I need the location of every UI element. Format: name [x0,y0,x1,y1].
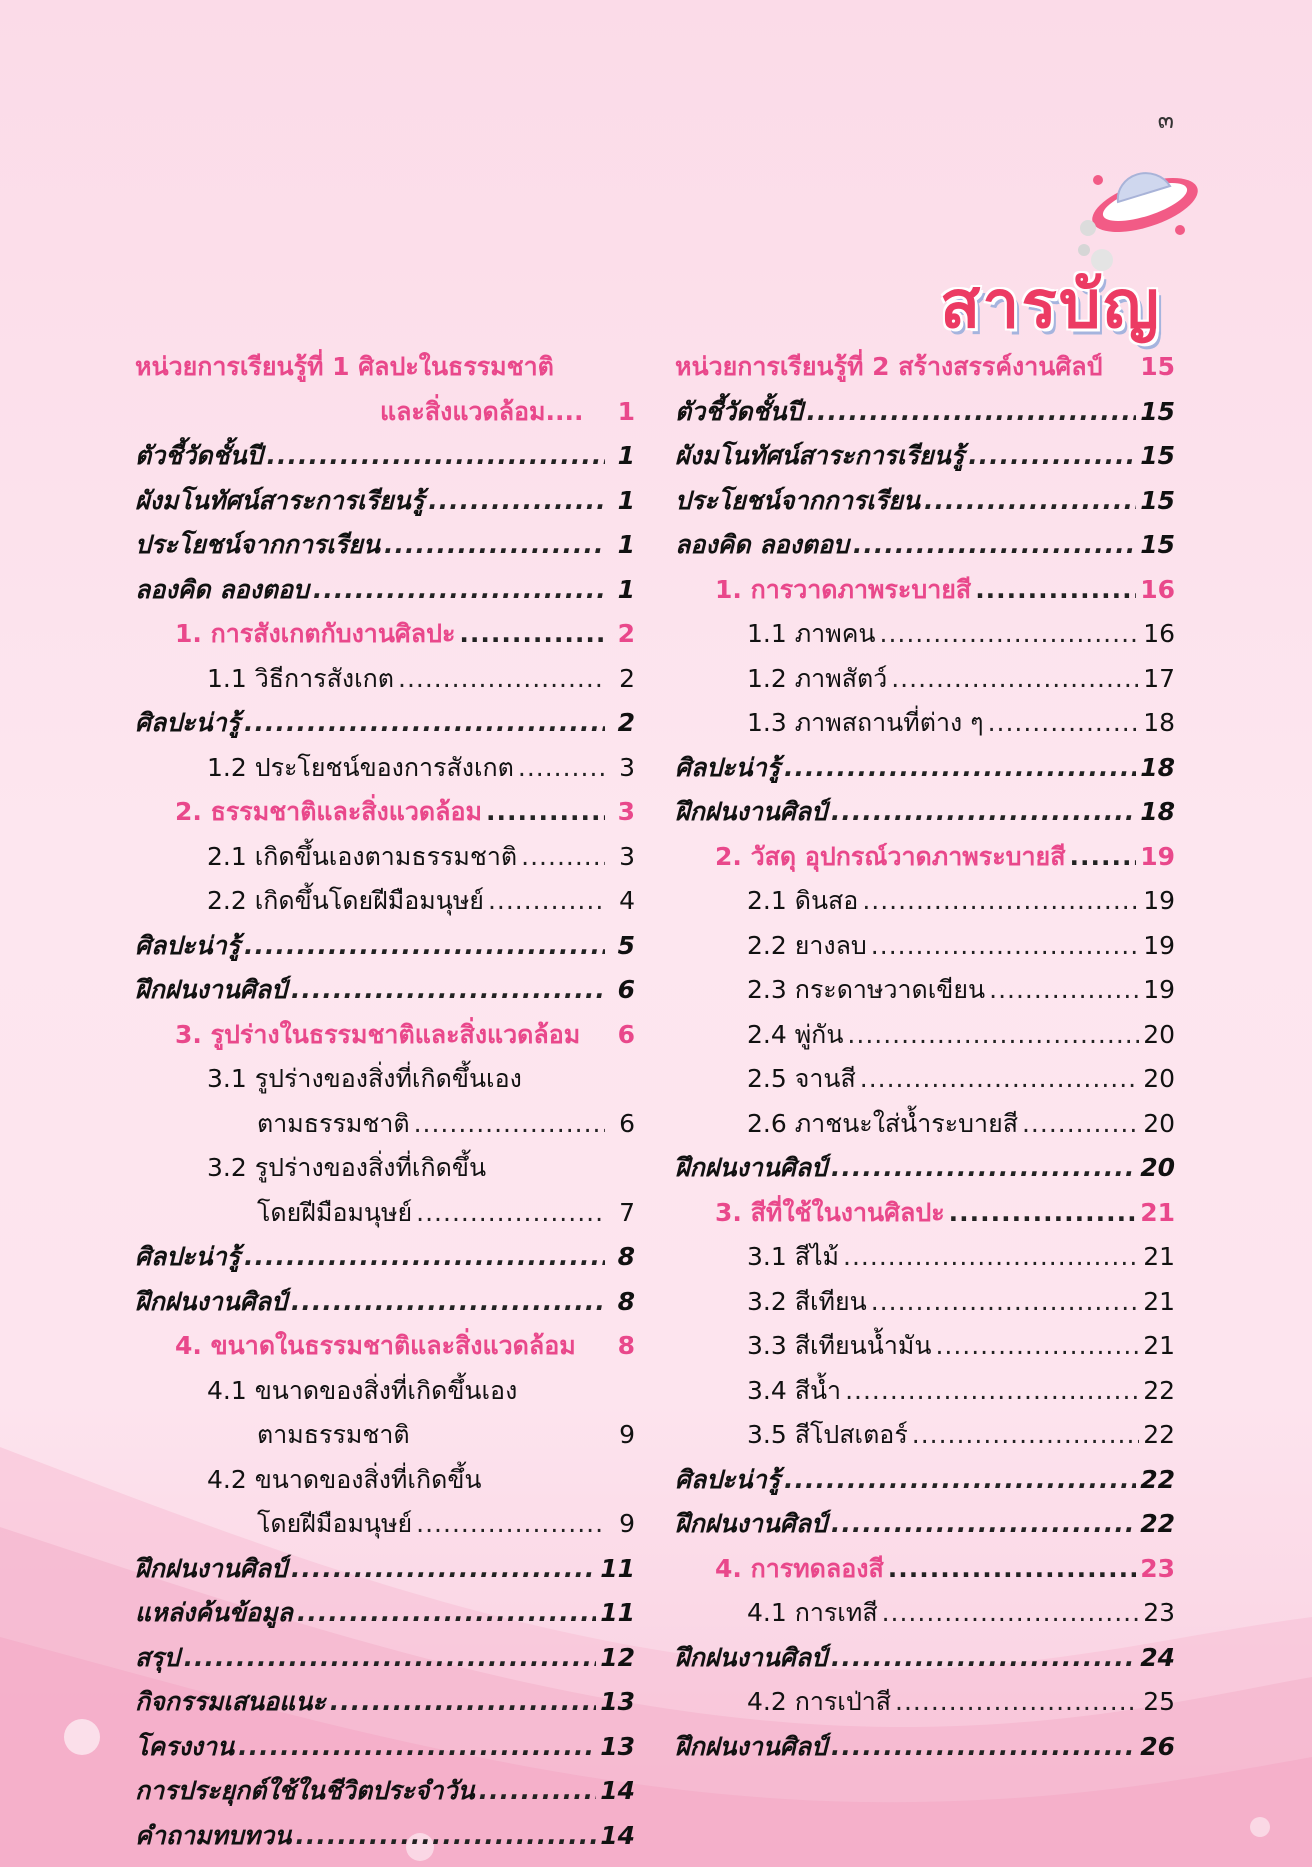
toc-leader-dots [891,657,1139,702]
toc-entry [135,1725,635,1770]
toc-entry-page: 6 [617,975,635,1004]
toc-entry-title: 4.1 การเทสี [747,1598,878,1627]
toc-entry-page: 19 [1143,930,1175,960]
toc-entry [675,701,1175,746]
toc-leader-dots [935,1324,1139,1369]
toc-entry [675,479,1175,524]
toc-entry-title: หน่วยการเรียนรู้ที่ 1 ศิลปะในธรรมชาติ [135,352,554,381]
toc-leader-dots [416,1502,605,1547]
toc-entry-title: 4.2 ขนาดของสิ่งที่เกิดขึ้น [207,1464,482,1494]
toc-leader-dots [888,1547,1136,1592]
toc-entry-page: 9 [619,1509,635,1538]
toc-entry-page: 1 [617,574,635,604]
toc-entry [135,1146,635,1191]
toc-leader-dots [330,1680,596,1725]
toc-entry-title: 2.6 ภาชนะใส่น้ำระบายสี [747,1108,1018,1138]
toc-leader-dots [414,1102,605,1147]
toc-entry [675,1413,1175,1458]
toc-entry-title: ผังมโนทัศน์สาระการเรียนรู้ [135,485,425,515]
toc-entry-title: ฝึกฝนงานศิลป์ [675,1731,827,1761]
toc-leader-dots [295,1814,596,1859]
toc-leader-dots [912,1413,1139,1458]
toc-entry-title: 1.2 ภาพสัตว์ [747,663,888,693]
toc-entry-page: 21 [1143,1331,1175,1360]
toc-entry-page: 4 [619,886,635,915]
toc-entry-page: 14 [600,1820,635,1850]
toc-entry [135,1458,635,1503]
toc-entry-title: โดยฝีมือมนุษย์ [257,1509,413,1538]
toc-entry-page: 3 [619,841,635,871]
toc-entry-page: 19 [1143,975,1175,1004]
toc-entry-title: หน่วยการเรียนรู้ที่ 2 สร้างสรรค์งานศิลป์ [675,352,1103,381]
toc-leader-dots [479,1769,597,1814]
toc-entry [135,1324,635,1369]
toc-leader-dots [486,790,605,835]
toc-leader-dots [428,479,605,524]
toc-leader-dots [784,1458,1136,1503]
toc-entry [675,1680,1175,1725]
toc-leader-dots [988,701,1140,746]
toc-entry-page: 7 [619,1197,635,1227]
toc-leader-dots [968,434,1136,479]
toc-entry-title: และสิ่งแวดล้อม.... [380,396,584,426]
toc-entry [675,1636,1175,1681]
toc-entry-title: ประโยชน์จากการเรียน [135,530,380,559]
toc-entry-title: 3.1 สีไม้ [747,1242,840,1271]
toc-entry-title: ฝึกฝนงานศิลป์ [675,1153,827,1182]
toc-entry-title: ตามธรรมชาติ [257,1108,410,1138]
toc-entry-title: คำถามทบทวน [135,1820,292,1850]
toc-entry [135,1591,635,1636]
toc-entry [675,1057,1175,1102]
toc-entry [675,1725,1175,1770]
toc-entry-title: 4. ขนาดในธรรมชาติและสิ่งแวดล้อม [175,1331,576,1360]
toc-entry [675,568,1175,613]
toc-leader-dots [266,434,605,479]
toc-leader-dots [949,1191,1137,1236]
toc-entry-title: 4. การทดลองสี [715,1553,884,1583]
toc-right-column [675,345,1175,1769]
toc-leader-dots [313,568,605,613]
toc-entry-title: 3.2 สีเทียน [747,1286,867,1316]
toc-leader-dots [880,612,1140,657]
toc-entry-title: ศิลปะน่ารู้ [675,752,781,782]
toc-entry-title: 3. สีที่ใช้ในงานศิลปะ [715,1197,945,1227]
toc-entry-page: 12 [600,1642,635,1672]
toc-leader-dots [853,523,1136,568]
toc-entry [675,1102,1175,1147]
toc-entry-page: 20 [1140,1153,1175,1182]
toc-entry-title: 2.2 เกิดขึ้นโดยฝีมือมนุษย์ [207,886,484,915]
toc-entry [135,523,635,568]
toc-entry-page: 1 [617,441,635,470]
toc-entry-title: 2.1 ดินสอ [747,886,859,915]
toc-entry [675,345,1175,390]
toc-entry-title: ศิลปะน่ารู้ [675,1464,781,1494]
toc-leader-dots [518,746,605,791]
toc-leader-dots [291,1547,596,1592]
toc-entry-page: 22 [1143,1420,1175,1449]
toc-entry [135,612,635,657]
toc-leader-dots [291,1280,605,1325]
toc-entry-title: 3.4 สีน้ำ [747,1375,842,1405]
toc-entry-page: 1 [617,396,635,426]
toc-leader-dots [521,835,605,880]
toc-entry-page: 3 [617,797,635,826]
toc-entry-title: 2.4 พู่กัน [747,1019,844,1049]
toc-entry [675,657,1175,702]
toc-entry-title: 3.3 สีเทียนน้ำมัน [747,1331,932,1360]
toc-entry [135,1680,635,1725]
toc-entry [135,1502,635,1547]
toc-left-column [135,345,635,1858]
toc-leader-dots [244,1235,605,1280]
toc-entry-page: 21 [1143,1242,1175,1271]
toc-entry-page: 20 [1143,1108,1175,1138]
toc-entry [135,434,635,479]
toc-entry [675,1369,1175,1414]
toc-entry-page: 20 [1143,1064,1175,1093]
toc-entry-page: 1 [617,530,635,559]
toc-entry [135,568,635,613]
toc-entry [675,1235,1175,1280]
toc-entry-page: 18 [1143,708,1175,737]
toc-leader-dots [847,1013,1139,1058]
toc-entry-title: 2. วัสดุ อุปกรณ์วาดภาพระบายสี [715,841,1066,871]
toc-entry [135,1814,635,1859]
toc-entry [135,1057,635,1102]
toc-leader-dots [238,1725,596,1770]
toc-entry [135,924,635,969]
toc-entry-page: 22 [1143,1375,1175,1405]
toc-entry-title: ฝึกฝนงานศิลป์ [675,797,827,826]
toc-entry [135,879,635,924]
toc-entry [675,879,1175,924]
toc-leader-dots [871,1280,1139,1325]
toc-entry-page: 2 [617,708,635,737]
toc-entry-title: ฝึกฝนงานศิลป์ [135,1286,287,1316]
toc-entry-title: ฝึกฝนงานศิลป์ [135,975,287,1004]
toc-entry [135,1636,635,1681]
toc-entry-page: 11 [600,1598,635,1627]
toc-entry-title: 1. การวาดภาพระบายสี [715,574,972,604]
toc-entry-title: 2.5 จานสี [747,1064,856,1093]
toc-entry-title: ประโยชน์จากการเรียน [675,485,920,515]
toc-leader-dots [1022,1102,1139,1147]
toc-entry-page: 8 [617,1242,635,1271]
toc-entry [135,1369,635,1414]
toc-entry [135,1769,635,1814]
toc-entry [675,1191,1175,1236]
toc-entry-title: สรุป [135,1642,180,1672]
toc-leader-dots [924,479,1136,524]
toc-entry [135,1013,635,1058]
toc-leader-dots [459,612,605,657]
toc-entry-title: แหล่งค้นข้อมูล [135,1598,293,1627]
toc-entry-title: ฝึกฝนงานศิลป์ [135,1553,287,1583]
toc-entry-title: ศิลปะน่ารู้ [135,1242,241,1271]
toc-entry [135,790,635,835]
toc-entry-page: 6 [617,1019,635,1049]
toc-entry [135,835,635,880]
toc-entry [135,1191,635,1236]
toc-entry-page: 20 [1143,1019,1175,1049]
toc-entry-title: ฝึกฝนงานศิลป์ [675,1642,827,1672]
toc-leader-dots [244,924,605,969]
toc-leader-dots [416,1191,605,1236]
toc-entry-title: 2.1 เกิดขึ้นเองตามธรรมชาติ [207,841,518,871]
toc-entry-title: ศิลปะน่ารู้ [135,930,241,960]
toc-leader-dots [831,1502,1136,1547]
toc-entry [675,746,1175,791]
toc-entry-page: 25 [1143,1687,1175,1716]
toc-entry [675,612,1175,657]
toc-entry-page: 15 [1140,352,1175,381]
toc-entry-title: ศิลปะน่ารู้ [135,708,241,737]
toc-entry-page: 17 [1143,663,1175,693]
toc-leader-dots [1069,835,1136,880]
toc-entry-page: 13 [600,1687,635,1716]
toc-leader-dots [244,701,605,746]
toc-entry-page: 23 [1143,1598,1175,1627]
toc-leader-dots [184,1636,597,1681]
toc-entry-page: 19 [1140,841,1175,871]
page-number: ๓ [1157,106,1174,134]
toc-leader-dots [831,790,1136,835]
toc-entry [675,1591,1175,1636]
toc-entry-title: ตัวชี้วัดชั้นปี [135,441,263,470]
toc-entry [675,835,1175,880]
toc-entry-title: ตัวชี้วัดชั้นปี [675,396,803,426]
toc-leader-dots [831,1636,1136,1681]
toc-entry-title: 1. การสังเกตกับงานศิลปะ [175,619,456,648]
toc-entry [135,1547,635,1592]
toc-entry [675,1146,1175,1191]
toc-entry-page: 15 [1140,530,1175,559]
toc-entry-title: 3.2 รูปร่างของสิ่งที่เกิดขึ้น [207,1153,487,1182]
toc-entry [675,1013,1175,1058]
toc-entry-title: โครงงาน [135,1731,235,1761]
toc-entry [675,968,1175,1013]
toc-entry-page: 24 [1140,1642,1175,1672]
toc-entry [135,390,635,435]
toc-leader-dots [862,879,1139,924]
toc-entry-title: 3. รูปร่างในธรรมชาติและสิ่งแวดล้อม [175,1019,581,1049]
toc-entry [135,701,635,746]
toc-entry-title: ลองคิด ลองตอบ [135,574,309,604]
toc-entry-title: 2. ธรรมชาติและสิ่งแวดล้อม [175,797,482,826]
toc-leader-dots [831,1146,1136,1191]
toc-entry-page: 8 [617,1286,635,1316]
toc-entry-title: 1.1 วิธีการสังเกต [207,663,394,693]
toc-entry-page: 21 [1143,1286,1175,1316]
toc-entry [135,1413,635,1458]
toc-entry-title: โดยฝีมือมนุษย์ [257,1197,413,1227]
toc-entry-page: 9 [619,1420,635,1449]
toc-entry [135,479,635,524]
toc-leader-dots [843,1235,1139,1280]
toc-leader-dots [845,1369,1139,1414]
toc-entry [135,1102,635,1147]
toc-entry [675,523,1175,568]
toc-leader-dots [806,390,1136,435]
toc-entry-page: 1 [617,485,635,515]
toc-leader-dots [882,1591,1140,1636]
toc-entry-title: 1.2 ประโยชน์ของการสังเกต [207,752,514,782]
toc-entry-page: 21 [1140,1197,1175,1227]
toc-leader-dots [860,1057,1139,1102]
toc-entry-page: 18 [1140,752,1175,782]
toc-entry [675,390,1175,435]
toc-entry-title: 1.1 ภาพคน [747,619,876,648]
toc-entry-title: 3.5 สีโปสเตอร์ [747,1420,908,1449]
toc-entry-title: 3.1 รูปร่างของสิ่งที่เกิดขึ้นเอง [207,1064,522,1093]
toc-leader-dots [989,968,1139,1013]
toc-entry-page: 26 [1140,1731,1175,1761]
toc-leader-dots [291,968,605,1013]
toc-entry-title: ฝึกฝนงานศิลป์ [675,1509,827,1538]
toc-entry [675,434,1175,479]
toc-entry-page: 15 [1140,441,1175,470]
toc-entry [135,968,635,1013]
toc-leader-dots [297,1591,596,1636]
toc-entry-page: 2 [617,619,635,648]
toc-entry-title: ผังมโนทัศน์สาระการเรียนรู้ [675,441,965,470]
toc-entry-page: 14 [600,1776,635,1805]
toc-entry-page: 22 [1140,1509,1175,1538]
toc-entry-title: 2.2 ยางลบ [747,930,867,960]
toc-entry-page: 3 [619,752,635,782]
toc-entry-page: 18 [1140,797,1175,826]
toc-leader-dots [784,746,1136,791]
toc-entry [135,345,635,390]
toc-entry-page: 11 [600,1553,635,1583]
toc-entry-title: กิจกรรมเสนอแนะ [135,1687,326,1716]
toc-leader-dots [895,1680,1139,1725]
toc-entry-page: 5 [617,930,635,960]
toc-entry-title: 2.3 กระดาษวาดเขียน [747,975,986,1004]
page-title: สารบัญ [940,266,1161,343]
toc-entry-page: 6 [619,1108,635,1138]
toc-entry-page: 15 [1140,485,1175,515]
toc-leader-dots [831,1725,1136,1770]
toc-entry-page: 19 [1143,886,1175,915]
toc-entry-page: 23 [1140,1553,1175,1583]
toc-entry [135,1280,635,1325]
toc-entry-title: ลองคิด ลองตอบ [675,530,849,559]
toc-entry-title: 4.1 ขนาดของสิ่งที่เกิดขึ้นเอง [207,1375,518,1405]
toc-leader-dots [975,568,1136,613]
toc-leader-dots [384,523,605,568]
toc-entry [675,790,1175,835]
toc-leader-dots [871,924,1139,969]
toc-entry [675,1324,1175,1369]
toc-entry-page: 2 [619,663,635,693]
toc-leader-dots [488,879,605,924]
toc-entry [135,1235,635,1280]
toc-entry-page: 22 [1140,1464,1175,1494]
toc-entry-page: 16 [1143,619,1175,648]
toc-entry [675,924,1175,969]
toc-entry [675,1458,1175,1503]
toc-entry-page: 15 [1140,396,1175,426]
toc-entry-title: 1.3 ภาพสถานที่ต่าง ๆ [747,708,984,737]
toc-entry-title: ตามธรรมชาติ [257,1420,410,1449]
toc-entry [135,657,635,702]
toc-entry-title: การประยุกต์ใช้ในชีวิตประจำวัน [135,1776,475,1805]
toc-entry [675,1280,1175,1325]
toc-entry [675,1502,1175,1547]
toc-entry [135,746,635,791]
toc-entry-page: 16 [1140,574,1175,604]
toc-entry-title: 4.2 การเป่าสี [747,1687,892,1716]
toc-entry-page: 8 [617,1331,635,1360]
toc-entry [675,1547,1175,1592]
toc-entry-page: 13 [600,1731,635,1761]
toc-leader-dots [398,657,605,702]
